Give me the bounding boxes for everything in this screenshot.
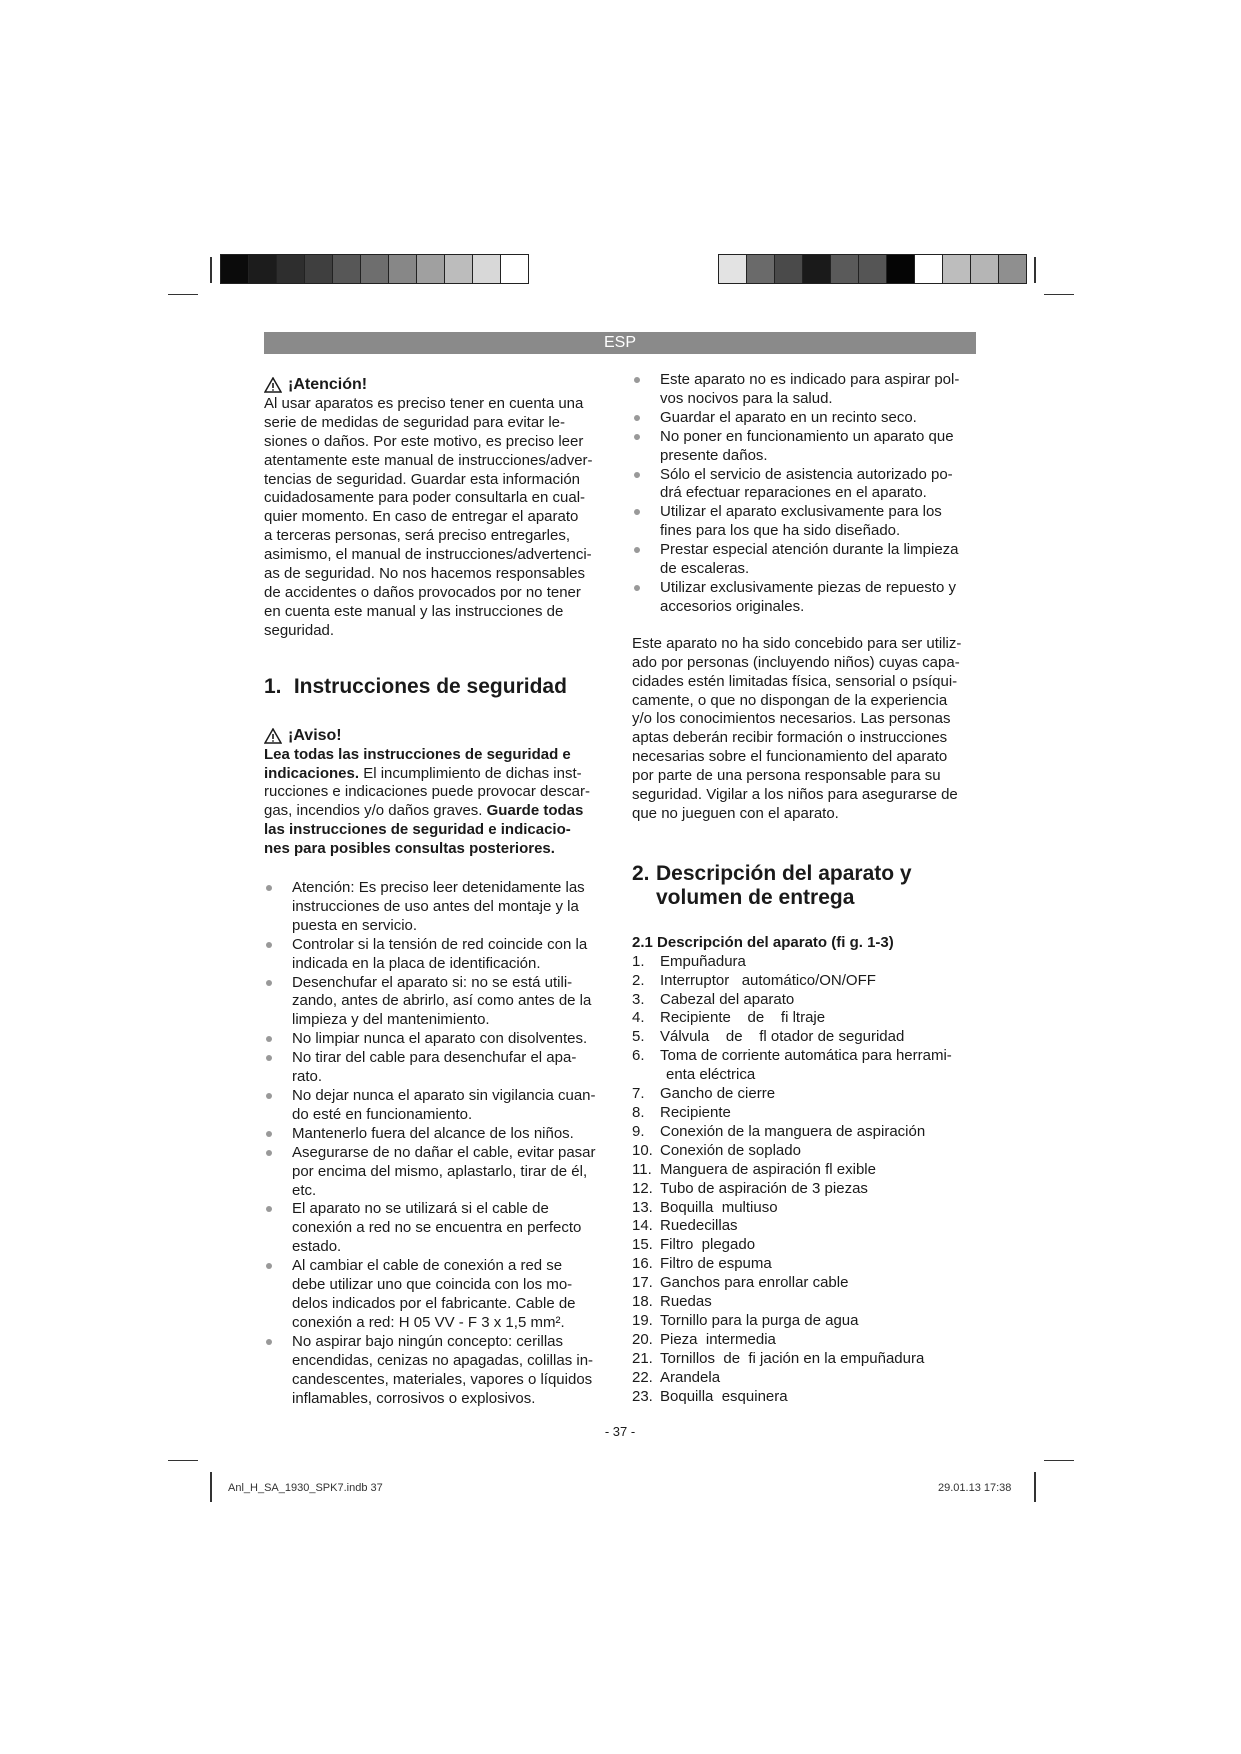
aviso-heading: ¡Aviso! (264, 727, 604, 746)
color-swatch (999, 255, 1026, 283)
bullet-line: conexión a red no se encuentra en perfecto (292, 1219, 582, 1237)
part-number: 8. (632, 1104, 645, 1121)
bullet-line: estado. (292, 1238, 342, 1256)
part-label: Válvula de fl otador de seguridad (660, 1028, 905, 1046)
part-label: Pieza intermedia (660, 1330, 776, 1348)
part-item (632, 1028, 977, 1047)
text-line: cuidadosamente para poder consultarla en cual- (264, 489, 586, 507)
part-label: Boquilla esquinera (660, 1387, 788, 1405)
part-number: 12. (632, 1179, 653, 1197)
bullet-item (264, 1030, 604, 1049)
part-label: Toma de corriente automática para herrami- (660, 1047, 952, 1065)
part-number: 13. (632, 1198, 653, 1216)
bullet-line: El aparato no se utilizará si el cable de (292, 1200, 549, 1218)
part-item (632, 1142, 977, 1161)
text-line: camente, o que no dispongan de la experiencia (632, 691, 948, 709)
crop-mark (1034, 1472, 1036, 1502)
bullet-line: fines para los que ha sido diseñado. (660, 522, 901, 540)
part-label: Filtro plegado (660, 1236, 756, 1254)
part-number: 23. (632, 1387, 653, 1405)
text-line: seguridad. Vigilar a los niños para asegurarse de (632, 786, 958, 804)
part-label: Conexión de soplado (660, 1141, 801, 1159)
part-item (632, 1161, 977, 1180)
part-label: Ganchos para enrollar cable (660, 1274, 849, 1292)
part-number: 1. (632, 952, 645, 970)
color-swatch (333, 255, 361, 283)
crop-mark (168, 294, 198, 295)
left-column (264, 376, 604, 1408)
color-calibration-bar-right (718, 254, 1027, 284)
text-line: por parte de una persona responsable para su (632, 767, 941, 785)
bullet-item (264, 1087, 604, 1125)
text-line: a terceras personas, será preciso entregarles, (264, 527, 570, 545)
section-2-heading: 2. Descripción del aparato y volumen de entrega (632, 861, 912, 909)
children-safety-paragraph (632, 635, 977, 824)
bullet-item (264, 1257, 604, 1333)
part-label: Recipiente (660, 1104, 731, 1121)
text-line: atentamente este manual de instrucciones/adver- (264, 451, 593, 469)
bullet-item (632, 466, 977, 504)
bullet-item (264, 936, 604, 974)
part-number: 11. (632, 1160, 652, 1178)
language-label: ESP (603, 334, 636, 351)
part-number: 20. (632, 1330, 653, 1348)
bullet-line: drá efectuar reparaciones en el aparato. (660, 484, 927, 502)
bullet-line: No poner en funcionamiento un aparato que (660, 427, 954, 445)
bullet-item (632, 371, 977, 409)
part-item (632, 1217, 977, 1236)
bullet-line: etc. (292, 1181, 317, 1199)
warning-triangle-icon (264, 728, 282, 744)
bullet-item (264, 1049, 604, 1087)
bullet-item (264, 974, 604, 1031)
bullet-line: Controlar si la tensión de red coincide con la (292, 935, 588, 953)
bullet-line: presente daños. (660, 446, 768, 464)
part-item (632, 1236, 977, 1255)
part-number: 6. (632, 1047, 645, 1065)
part-item (632, 1180, 977, 1199)
bullet-line: puesta en servicio. (292, 916, 418, 934)
color-swatch (747, 255, 775, 283)
bullet-line: Sólo el servicio de asistencia autorizado po- (660, 465, 953, 483)
bullet-line: Mantenerlo fuera del alcance de los niños. (292, 1124, 574, 1142)
part-item (632, 1009, 977, 1028)
bullet-item (632, 503, 977, 541)
part-number: 9. (632, 1122, 645, 1140)
part-label: enta eléctrica (666, 1066, 756, 1084)
bullet-line: de escaleras. (660, 560, 750, 578)
parts-list (632, 953, 977, 1407)
crop-mark (1044, 294, 1074, 295)
color-swatch (887, 255, 915, 283)
text-line: necesarias sobre el funcionamiento del aparato (632, 748, 948, 766)
text-line: quier momento. En caso de entregar el aparato (264, 508, 579, 526)
part-item (632, 953, 977, 972)
crop-mark (210, 1472, 212, 1502)
color-swatch (445, 255, 473, 283)
part-label: Cabezal del aparato (660, 990, 795, 1008)
safety-bullet-list-continued (632, 371, 977, 617)
part-number: 19. (632, 1311, 653, 1329)
bullet-item (632, 579, 977, 617)
bullet-line: Utilizar exclusivamente piezas de repuesto y (660, 578, 956, 596)
part-label: Manguera de aspiración fl exible (660, 1160, 876, 1178)
color-swatch (859, 255, 887, 283)
bullet-line: Desenchufar el aparato si: no se está utili- (292, 973, 573, 991)
text-line: cidades estén limitadas física, sensorial o psíqui- (632, 672, 958, 690)
subsection-2-1-heading: 2.1 Descripción del aparato (fi g. 1-3) (632, 933, 894, 951)
color-swatch (417, 255, 445, 283)
part-number: 3. (632, 990, 645, 1008)
color-swatch (775, 255, 803, 283)
color-swatch (277, 255, 305, 283)
part-number: 15. (632, 1236, 653, 1254)
attention-heading: ¡Atención! (264, 376, 604, 395)
bullet-item (632, 409, 977, 428)
crop-mark (210, 257, 212, 283)
part-label: Gancho de cierre (660, 1085, 776, 1103)
part-number: 7. (632, 1085, 645, 1103)
bullet-line: No limpiar nunca el aparato con disolventes. (292, 1030, 588, 1048)
bullet-line: Este aparato no es indicado para aspirar pol- (660, 371, 960, 388)
part-number: 14. (632, 1217, 653, 1235)
color-swatch (389, 255, 417, 283)
bullet-line: indicada en la placa de identificación. (292, 954, 541, 972)
part-item (632, 1199, 977, 1218)
text-line: de accidentes o daños provocados por no tener (264, 583, 581, 601)
text-line: y/o los conocimientos necesarios. Las personas (632, 710, 951, 728)
crop-mark (1034, 257, 1036, 283)
color-swatch (305, 255, 333, 283)
color-swatch (719, 255, 747, 283)
part-item (632, 1331, 977, 1350)
part-number: 2. (632, 971, 645, 989)
bullet-line: Guardar el aparato en un recinto seco. (660, 408, 917, 426)
bullet-item (264, 1144, 604, 1201)
color-swatch (501, 255, 528, 283)
part-number: 22. (632, 1368, 653, 1386)
bullet-line: No aspirar bajo ningún concepto: cerillas (292, 1332, 563, 1350)
part-number: 5. (632, 1028, 645, 1046)
part-number: 18. (632, 1293, 653, 1311)
part-item (632, 991, 977, 1010)
part-item (632, 1388, 977, 1407)
section-1-heading: 1. Instrucciones de seguridad (264, 674, 567, 698)
part-item (632, 1047, 977, 1066)
part-number (632, 1066, 660, 1085)
crop-mark (168, 1460, 198, 1461)
text-line: tencias de seguridad. Guardar esta información (264, 470, 581, 488)
part-number: 21. (632, 1349, 653, 1367)
part-number: 17. (632, 1274, 653, 1292)
text-line: que no jueguen con el aparato. (632, 804, 839, 822)
part-label: Ruedas (660, 1293, 712, 1311)
text-line: as de seguridad. No nos hacemos responsables (264, 565, 586, 583)
bullet-item (632, 428, 977, 466)
crop-mark (1044, 1460, 1074, 1461)
footer-file-name: Anl_H_SA_1930_SPK7.indb 37 (228, 1482, 383, 1494)
bullet-line: do esté en funcionamiento. (292, 1105, 473, 1123)
bullet-line: candescentes, materiales, vapores o líquidos (292, 1370, 593, 1388)
part-label: Tornillo para la purga de agua (660, 1311, 859, 1329)
part-label: Tornillos de fi jación en la empuñadura (660, 1349, 925, 1367)
part-label: Conexión de la manguera de aspiración (660, 1122, 926, 1140)
part-label: Ruedecillas (660, 1217, 738, 1235)
text-line: ado por personas (incluyendo niños) cuyas capa- (632, 653, 960, 671)
bullet-line: debe utilizar uno que coincida con los mo- (292, 1276, 573, 1294)
color-swatch (221, 255, 249, 283)
color-swatch (249, 255, 277, 283)
bullet-line: No tirar del cable para desenchufar el apa- (292, 1049, 577, 1067)
bullet-item (264, 879, 604, 936)
text-line: serie de medidas de seguridad para evitar le- (264, 413, 566, 431)
part-label: Tubo de aspiración de 3 piezas (660, 1179, 868, 1197)
bullet-line: Al cambiar el cable de conexión a red se (292, 1257, 563, 1275)
bullet-line: inflamables, corrosivos o explosivos. (292, 1389, 536, 1407)
bullet-line: No dejar nunca el aparato sin vigilancia cuan- (292, 1087, 596, 1104)
part-item (632, 1274, 977, 1293)
part-label: Interruptor automático/ON/OFF (660, 971, 876, 989)
color-swatch (915, 255, 943, 283)
color-swatch (473, 255, 501, 283)
part-label: Arandela (660, 1368, 721, 1386)
bullet-line: por encima del mismo, aplastarlo, tirar de él, (292, 1162, 588, 1180)
part-item (632, 1369, 977, 1388)
part-label: Recipiente de fi ltraje (660, 1009, 826, 1027)
bullet-line: delos indicados por el fabricante. Cable de (292, 1294, 576, 1312)
bullet-line: instrucciones de uso antes del montaje y la (292, 897, 579, 915)
part-item (632, 1293, 977, 1312)
footer-date-time: 29.01.13 17:38 (938, 1482, 1012, 1494)
bullet-line: zando, antes de abrirlo, así como antes de la (292, 992, 592, 1010)
part-item (632, 1085, 977, 1104)
bullet-line: Atención: Es preciso leer detenidamente las (292, 879, 585, 897)
part-number: 10. (632, 1141, 653, 1159)
bullet-line: encendidas, cenizas no apagadas, colillas in- (292, 1351, 594, 1369)
part-label: Empuñadura (660, 952, 746, 970)
right-column (632, 371, 977, 1407)
color-calibration-bar-left (220, 254, 529, 284)
part-item (632, 972, 977, 991)
part-item (632, 1255, 977, 1274)
part-label: Filtro de espuma (660, 1255, 772, 1273)
bullet-line: limpieza y del mantenimiento. (292, 1011, 490, 1029)
text-line: seguridad. (264, 621, 335, 639)
text-line: aptas deberán recibir formación o instrucciones (632, 729, 948, 747)
part-item (632, 1350, 977, 1369)
text-line: en cuenta este manual y las instrucciones de (264, 602, 564, 620)
bullet-item (264, 1200, 604, 1257)
bullet-line: accesorios originales. (660, 597, 805, 615)
bullet-line: vos nocivos para la salud. (660, 389, 833, 407)
aviso-paragraph: Lea todas las instrucciones de seguridad e indicaciones. El incumplimiento de dichas inst- rucciones e indicaciones puede provocar descar- gas, incendios y/o daños graves. Guarde todas las instrucciones de seguridad e indicacio- nes para posibles consultas posteriores. (264, 745, 591, 858)
warning-triangle-icon (264, 377, 282, 393)
color-swatch (943, 255, 971, 283)
color-swatch (971, 255, 999, 283)
language-header-bar (264, 332, 976, 354)
part-item (632, 1123, 977, 1142)
part-item (632, 1104, 977, 1123)
bullet-line: Utilizar el aparato exclusivamente para los (660, 503, 942, 521)
bullet-item (264, 1333, 604, 1409)
bullet-item (264, 1125, 604, 1144)
page-number: - 37 - (604, 1424, 636, 1439)
part-number: 4. (632, 1009, 645, 1027)
part-item (632, 1312, 977, 1331)
text-line: siones o daños. Por este motivo, es preciso leer (264, 432, 584, 450)
bullet-line: conexión a red: H 05 VV - F 3 x 1,5 mm². (292, 1313, 565, 1331)
part-label: Boquilla multiuso (660, 1198, 778, 1216)
part-number: 16. (632, 1255, 653, 1273)
color-swatch (803, 255, 831, 283)
part-item (632, 1066, 977, 1085)
bullet-line: Asegurarse de no dañar el cable, evitar pasar (292, 1143, 596, 1161)
text-line: Este aparato no ha sido concebido para ser utiliz- (632, 634, 962, 652)
text-line: Al usar aparatos es preciso tener en cuenta una (264, 394, 584, 412)
bullet-line: Prestar especial atención durante la limpieza (660, 541, 959, 559)
bullet-line: rato. (292, 1068, 323, 1086)
color-swatch (831, 255, 859, 283)
text-line: asimismo, el manual de instrucciones/advertenci- (264, 546, 592, 564)
safety-bullet-list (264, 879, 604, 1408)
bullet-item (632, 541, 977, 579)
attention-paragraph (264, 395, 604, 641)
color-swatch (361, 255, 389, 283)
